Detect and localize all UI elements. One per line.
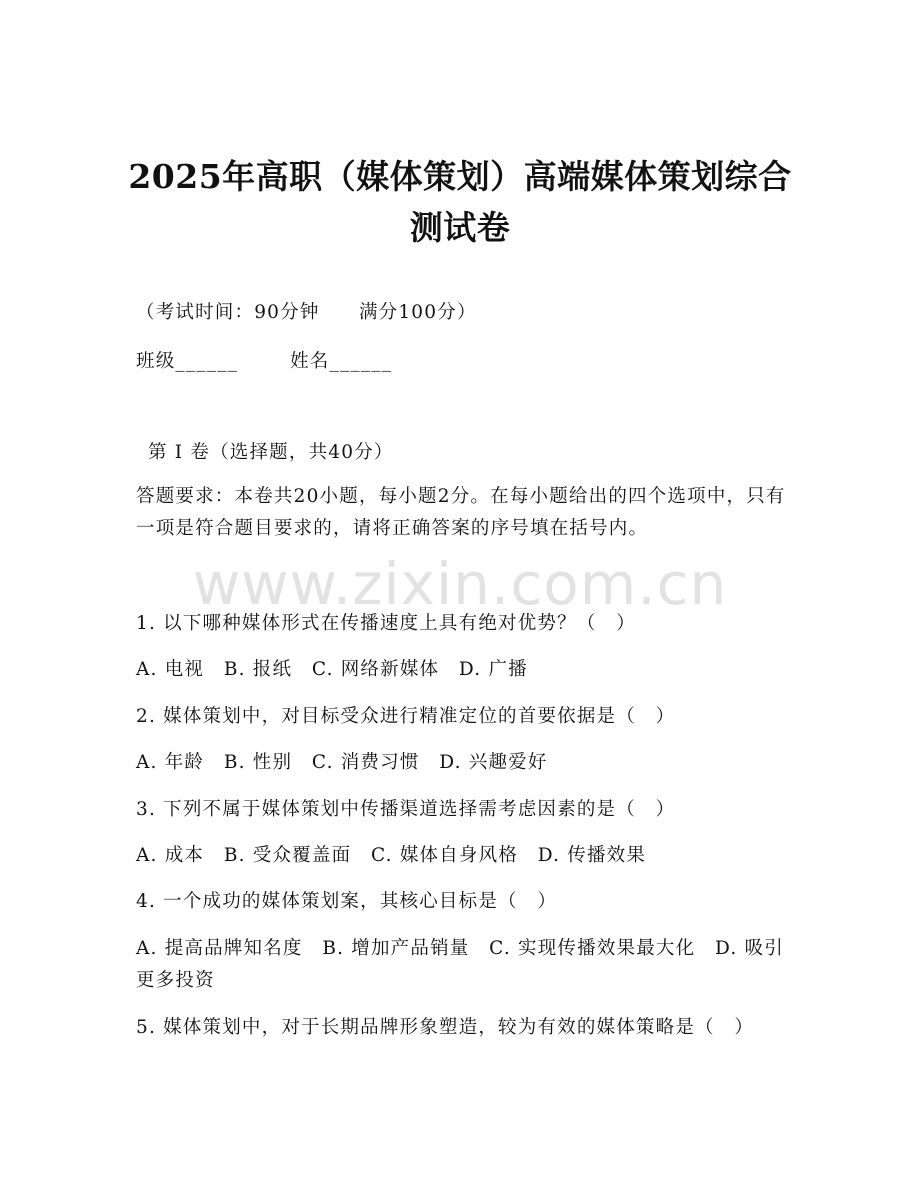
question-4-stem: 4. 一个成功的媒体策划案，其核心目标是（ ） bbox=[136, 891, 558, 912]
question-2-options: A. 年龄 B. 性别 C. 消费习惯 D. 兴趣爱好 bbox=[136, 752, 548, 773]
question-5-stem: 5. 媒体策划中，对于长期品牌形象塑造，较为有效的媒体策略是（ ） bbox=[136, 1017, 755, 1038]
exam-title-line1: 2025年高职（媒体策划）高端媒体策划综合 bbox=[128, 157, 792, 196]
question-1-options: A. 电视 B. 报纸 C. 网络新媒体 D. 广播 bbox=[136, 659, 528, 680]
class-field-label: 班级______ bbox=[136, 351, 239, 372]
watermark: www.zixin.com.cn bbox=[192, 550, 728, 618]
exam-info: （考试时间：90分钟 满分100分） bbox=[136, 302, 477, 323]
question-3-stem: 3. 下列不属于媒体策划中传播渠道选择需考虑因素的是（ ） bbox=[136, 799, 676, 820]
student-info-row bbox=[136, 349, 392, 375]
section-title: 第 I 卷（选择题，共40分） bbox=[148, 442, 394, 463]
question-4-options: A. 提高品牌知名度 B. 增加产品销量 C. 实现传播效果最大化 D. 吸引更多投资 bbox=[136, 938, 784, 991]
exam-title-line2: 测试卷 bbox=[409, 208, 511, 247]
name-field-label: 姓名______ bbox=[290, 351, 393, 372]
question-2-stem: 2. 媒体策划中，对目标受众进行精准定位的首要依据是（ ） bbox=[136, 706, 676, 727]
instructions: 答题要求：本卷共20小题，每小题2分。在每小题给出的四个选项中，只有一项是符合题目要求的，请将正确答案的序号填在括号内。 bbox=[136, 486, 786, 539]
question-1-stem: 1. 以下哪种媒体形式在传播速度上具有绝对优势？（ ） bbox=[136, 613, 636, 634]
question-3-options: A. 成本 B. 受众覆盖面 C. 媒体自身风格 D. 传播效果 bbox=[136, 845, 647, 866]
